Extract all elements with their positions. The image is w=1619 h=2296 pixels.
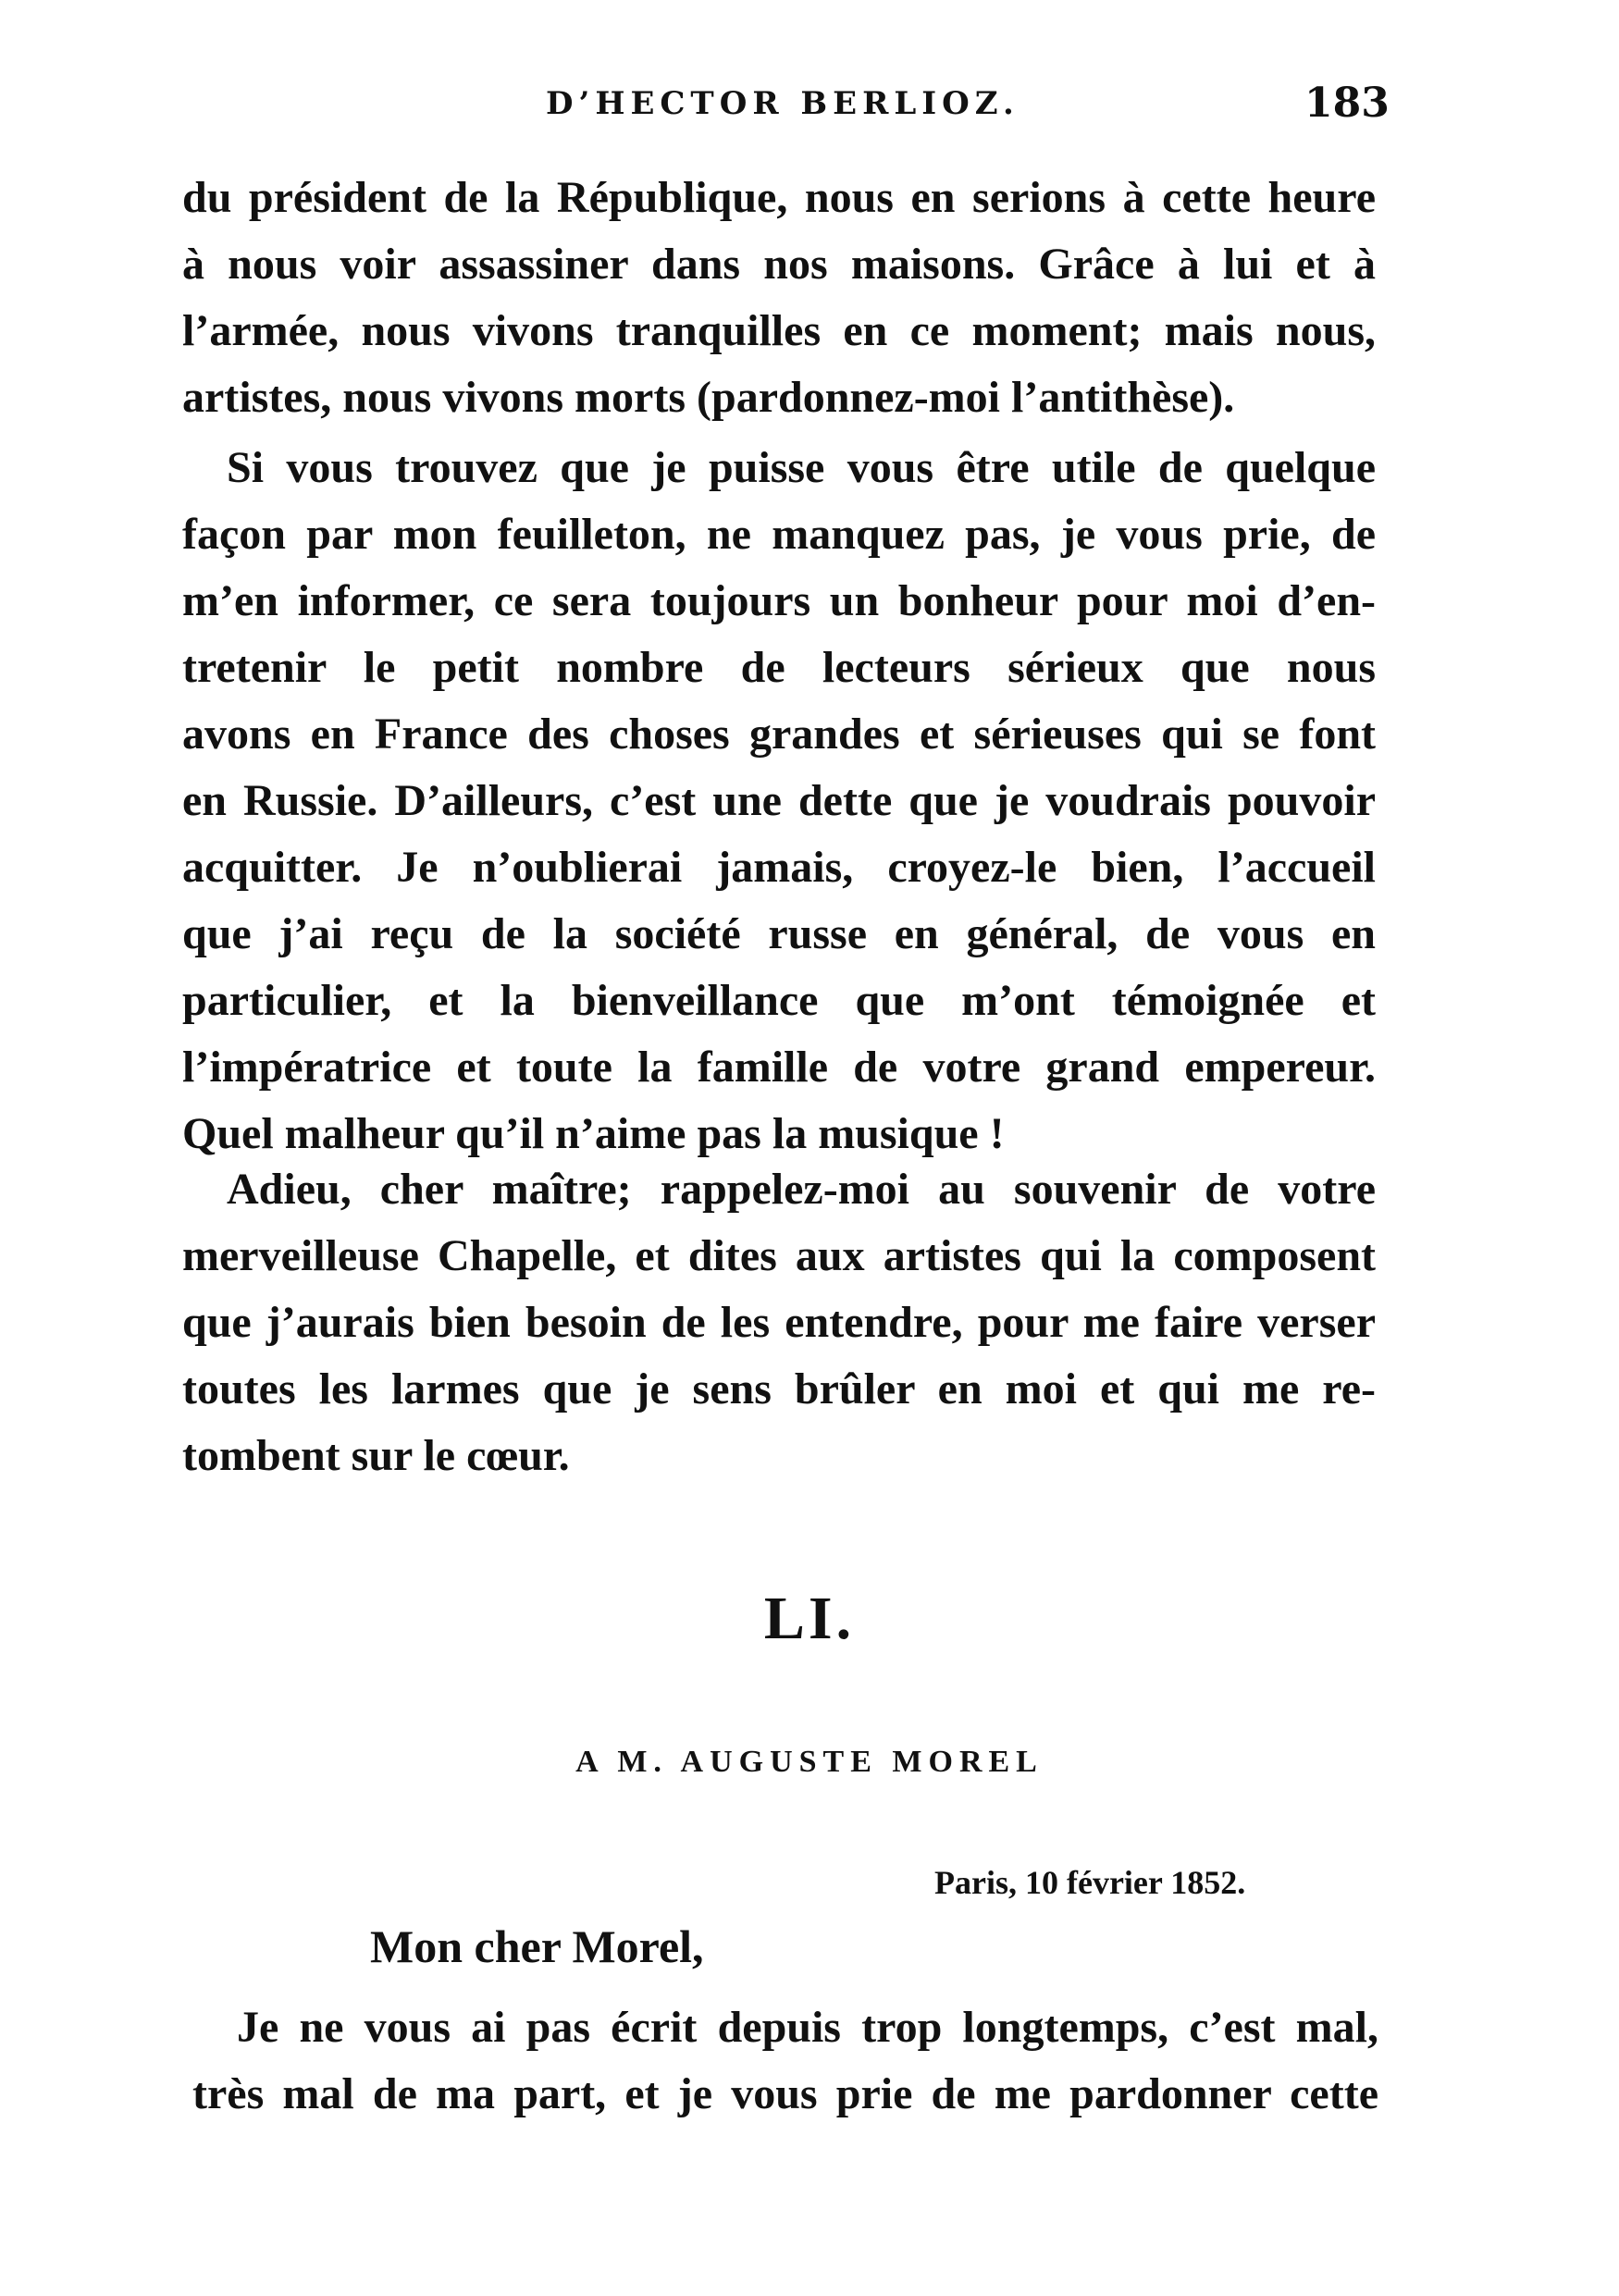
- paragraph-adieu: [182, 1156, 1376, 1489]
- text-line: tretenir le petit nombre de lecteurs sérieux que nous: [182, 643, 1376, 692]
- text-line: façon par mon feuilleton, ne manquez pas, je vous prie, de: [182, 510, 1376, 559]
- running-title: D’HECTOR BERLIOZ.: [546, 85, 1020, 122]
- text-line: Je ne vous ai pas écrit depuis trop longtemps, c’est mal,: [237, 2003, 1378, 2052]
- paragraph-continuation: [182, 165, 1376, 431]
- text-line: artistes, nous vivons morts (pardonnez-moi l’antithèse).: [182, 373, 1235, 422]
- text-line: à nous voir assassiner dans nos maisons. Grâce à lui et à: [182, 240, 1376, 289]
- text-line: avons en France des choses grandes et sérieuses qui se font: [182, 710, 1376, 759]
- text-line: toutes les larmes que je sens brûler en moi et qui me re-: [182, 1364, 1376, 1413]
- text-line: du président de la République, nous en serions à cette heure: [182, 173, 1376, 222]
- text-line: particulier, et la bienveillance que m’ont témoignée et: [182, 976, 1376, 1025]
- text-line: Adieu, cher maître; rappelez-moi au souvenir de votre: [227, 1165, 1376, 1214]
- letter-salutation: Mon cher Morel,: [370, 1920, 704, 1972]
- text-line: très mal de ma part, et je vous prie de me pardonner cette: [192, 2069, 1378, 2118]
- letter-opening-paragraph: [192, 1994, 1378, 2128]
- text-line: en Russie. D’ailleurs, c’est une dette que je voudrais pouvoir: [182, 776, 1376, 825]
- text-line: Si vous trouvez que je puisse vous être utile de quelque: [227, 443, 1376, 492]
- text-line: acquitter. Je n’oublierai jamais, croyez-le bien, l’accueil: [182, 843, 1376, 892]
- letter-dateline: Paris, 10 février 1852.: [934, 1864, 1246, 1901]
- paragraph-feuilleton: [182, 435, 1376, 1167]
- text-line: que j’ai reçu de la société russe en général, de vous en: [182, 909, 1376, 958]
- letter-addressee: A M. AUGUSTE MOREL: [575, 1745, 1044, 1779]
- text-line: Quel malheur qu’il n’aime pas la musique !: [182, 1109, 1005, 1158]
- chapter-number: LI.: [763, 1585, 856, 1652]
- text-line: l’impératrice et toute la famille de votre grand empereur.: [182, 1043, 1376, 1092]
- text-line: que j’aurais bien besoin de les entendre, pour me faire verser: [182, 1298, 1376, 1347]
- text-line: m’en informer, ce sera toujours un bonheur pour moi d’en-: [182, 576, 1376, 625]
- page-number: 183: [1304, 80, 1390, 127]
- text-line: merveilleuse Chapelle, et dites aux artistes qui la composent: [182, 1231, 1376, 1280]
- text-line: l’armée, nous vivons tranquilles en ce moment; mais nous,: [182, 306, 1376, 355]
- text-line: tombent sur le cœur.: [182, 1431, 570, 1480]
- running-head: [0, 76, 1619, 131]
